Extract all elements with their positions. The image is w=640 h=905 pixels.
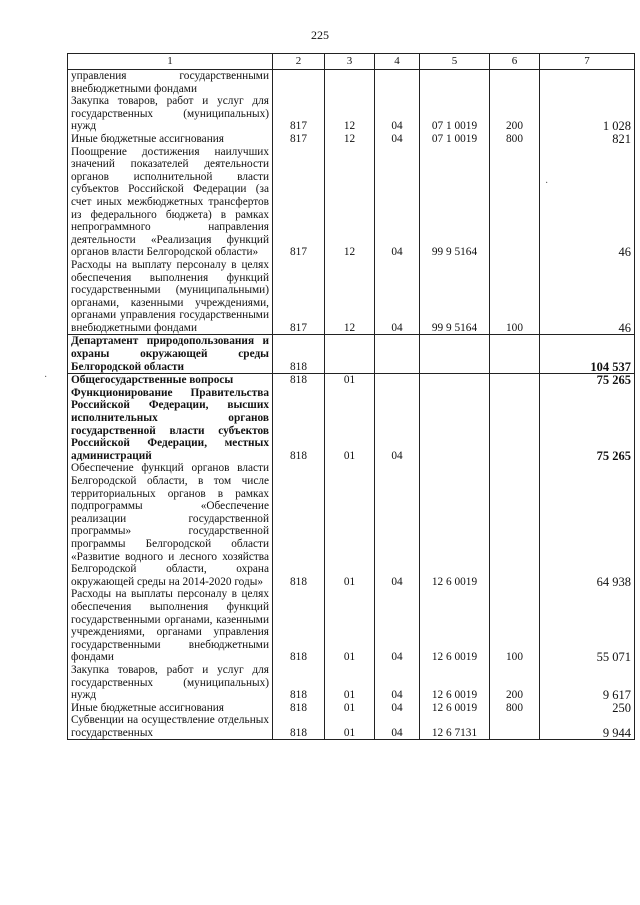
row-ved: 817 (273, 259, 325, 335)
col-header-vr: 6 (490, 54, 540, 70)
row-name: Иные бюджетные ассигнования (68, 702, 273, 715)
row-csr: 12 6 0019 (420, 702, 490, 715)
row-rz: 01 (325, 588, 375, 664)
table-row (68, 387, 635, 463)
row-ved: 818 (273, 664, 325, 702)
row-sum: 250 (540, 702, 635, 715)
row-rz (325, 335, 375, 374)
row-csr: 12 6 0019 (420, 588, 490, 664)
row-name: Расходы на выплаты персоналу в целях обеспечения выполнения функций государственными органами, казенными учреждениями, органами управления государственными внебюджетными фондами (68, 588, 273, 664)
row-ved: 818 (273, 387, 325, 463)
row-rz: 12 (325, 95, 375, 133)
row-rz: 01 (325, 387, 375, 463)
table-row (68, 374, 635, 387)
row-ved: 817 (273, 146, 325, 259)
row-vr: 200 (490, 95, 540, 133)
row-ved: 818 (273, 714, 325, 740)
row-sum: 104 537 (540, 335, 635, 374)
row-pr (375, 374, 420, 387)
row-name: Функционирование Правительства Российской Федерации, высших исполнительных органов государственной власти субъектов Российской Федерации, местных администраций (68, 387, 273, 463)
row-vr (490, 70, 540, 96)
row-csr: 99 9 5164 (420, 146, 490, 259)
page-number: 225 (311, 28, 329, 42)
row-vr (490, 374, 540, 387)
col-header-csr: 5 (420, 54, 490, 70)
table-row (68, 70, 635, 96)
table-row (68, 714, 635, 740)
row-vr: 100 (490, 259, 540, 335)
row-name: Поощрение достижения наилучших значений показателей деятельности органов исполнительной власти субъектов Российской Федерации (за счет иных межбюджетных трансфертов из федерального бюджета) в рамках непрограммного направления деятельности «Реализация функций органов власти Белгородской области» (68, 146, 273, 259)
row-vr (490, 462, 540, 588)
row-rz: 01 (325, 462, 375, 588)
col-header-pr: 4 (375, 54, 420, 70)
table-row (68, 133, 635, 146)
table-row (68, 335, 635, 374)
row-pr (375, 335, 420, 374)
row-sum: 75 265 (540, 387, 635, 463)
row-rz: 12 (325, 133, 375, 146)
col-header-name: 1 (68, 54, 273, 70)
row-ved (273, 70, 325, 96)
row-vr: 800 (490, 133, 540, 146)
row-name: Расходы на выплату персоналу в целях обеспечения выполнения функций государственными (муниципальными) органами, казенными учреждениями, органами управления государственными внебюджетными фондами (68, 259, 273, 335)
row-ved: 818 (273, 588, 325, 664)
row-csr (420, 70, 490, 96)
row-sum: 9 944 (540, 714, 635, 740)
row-rz (325, 70, 375, 96)
row-sum: 75 265 (540, 374, 635, 387)
header-row (68, 54, 635, 70)
row-pr: 04 (375, 387, 420, 463)
row-csr: 99 9 5164 (420, 259, 490, 335)
row-sum: 1 028 (540, 95, 635, 133)
row-csr: 07 1 0019 (420, 133, 490, 146)
row-rz: 12 (325, 259, 375, 335)
table-row (68, 588, 635, 664)
row-sum: 821 (540, 133, 635, 146)
table-row (68, 146, 635, 259)
row-sum: 9 617 (540, 664, 635, 702)
row-pr: 04 (375, 588, 420, 664)
table-row (68, 664, 635, 702)
row-rz: 01 (325, 664, 375, 702)
row-vr (490, 714, 540, 740)
row-pr: 04 (375, 714, 420, 740)
row-vr: 800 (490, 702, 540, 715)
scan-speck: · (545, 178, 549, 189)
row-pr: 04 (375, 259, 420, 335)
table-row (68, 702, 635, 715)
row-name: Обеспечение функций органов власти Белгородской области, в том числе территориальных органов в рамках подпрограммы «Обеспечение реализации государственной программы» государственной программы Белгородской области «Развитие водного и лесного хозяйства Белгородской области, охрана окружающей среды на 2014-2020 годы» (68, 462, 273, 588)
row-sum: 55 071 (540, 588, 635, 664)
table-row (68, 259, 635, 335)
col-header-rz: 3 (325, 54, 375, 70)
row-pr (375, 70, 420, 96)
row-vr: 200 (490, 664, 540, 702)
row-pr: 04 (375, 133, 420, 146)
row-sum (540, 70, 635, 96)
col-header-sum: 7 (540, 54, 635, 70)
row-ved: 818 (273, 335, 325, 374)
row-vr: 100 (490, 588, 540, 664)
row-pr: 04 (375, 664, 420, 702)
row-ved: 818 (273, 374, 325, 387)
row-csr (420, 374, 490, 387)
row-csr: 07 1 0019 (420, 95, 490, 133)
row-csr: 12 6 0019 (420, 462, 490, 588)
row-ved: 818 (273, 462, 325, 588)
row-csr: 12 6 0019 (420, 664, 490, 702)
row-rz: 12 (325, 146, 375, 259)
row-name: Закупка товаров, работ и услуг для государственных (муниципальных) нужд (68, 95, 273, 133)
row-csr (420, 335, 490, 374)
budget-table (67, 53, 635, 740)
row-csr: 12 6 7131 (420, 714, 490, 740)
row-sum: 46 (540, 146, 635, 259)
row-rz: 01 (325, 374, 375, 387)
row-pr: 04 (375, 462, 420, 588)
row-csr (420, 387, 490, 463)
row-ved: 818 (273, 702, 325, 715)
row-vr (490, 146, 540, 259)
row-name: Общегосударственные вопросы (68, 374, 273, 387)
col-header-ved: 2 (273, 54, 325, 70)
row-name: Закупка товаров, работ и услуг для государственных (муниципальных) нужд (68, 664, 273, 702)
row-pr: 04 (375, 702, 420, 715)
scan-speck: · (44, 372, 48, 383)
row-vr (490, 335, 540, 374)
row-pr: 04 (375, 146, 420, 259)
table-row (68, 462, 635, 588)
row-ved: 817 (273, 133, 325, 146)
row-name: Субвенции на осуществление отдельных государственных (68, 714, 273, 740)
row-name: Департамент природопользования и охраны окружающей среды Белгородской области (68, 335, 273, 374)
row-ved: 817 (273, 95, 325, 133)
row-sum: 64 938 (540, 462, 635, 588)
row-pr: 04 (375, 95, 420, 133)
row-vr (490, 387, 540, 463)
row-sum: 46 (540, 259, 635, 335)
row-name: Иные бюджетные ассигнования (68, 133, 273, 146)
row-rz: 01 (325, 714, 375, 740)
table-body (68, 70, 635, 740)
row-rz: 01 (325, 702, 375, 715)
row-name: управления государственными внебюджетными фондами (68, 70, 273, 96)
table-row (68, 95, 635, 133)
